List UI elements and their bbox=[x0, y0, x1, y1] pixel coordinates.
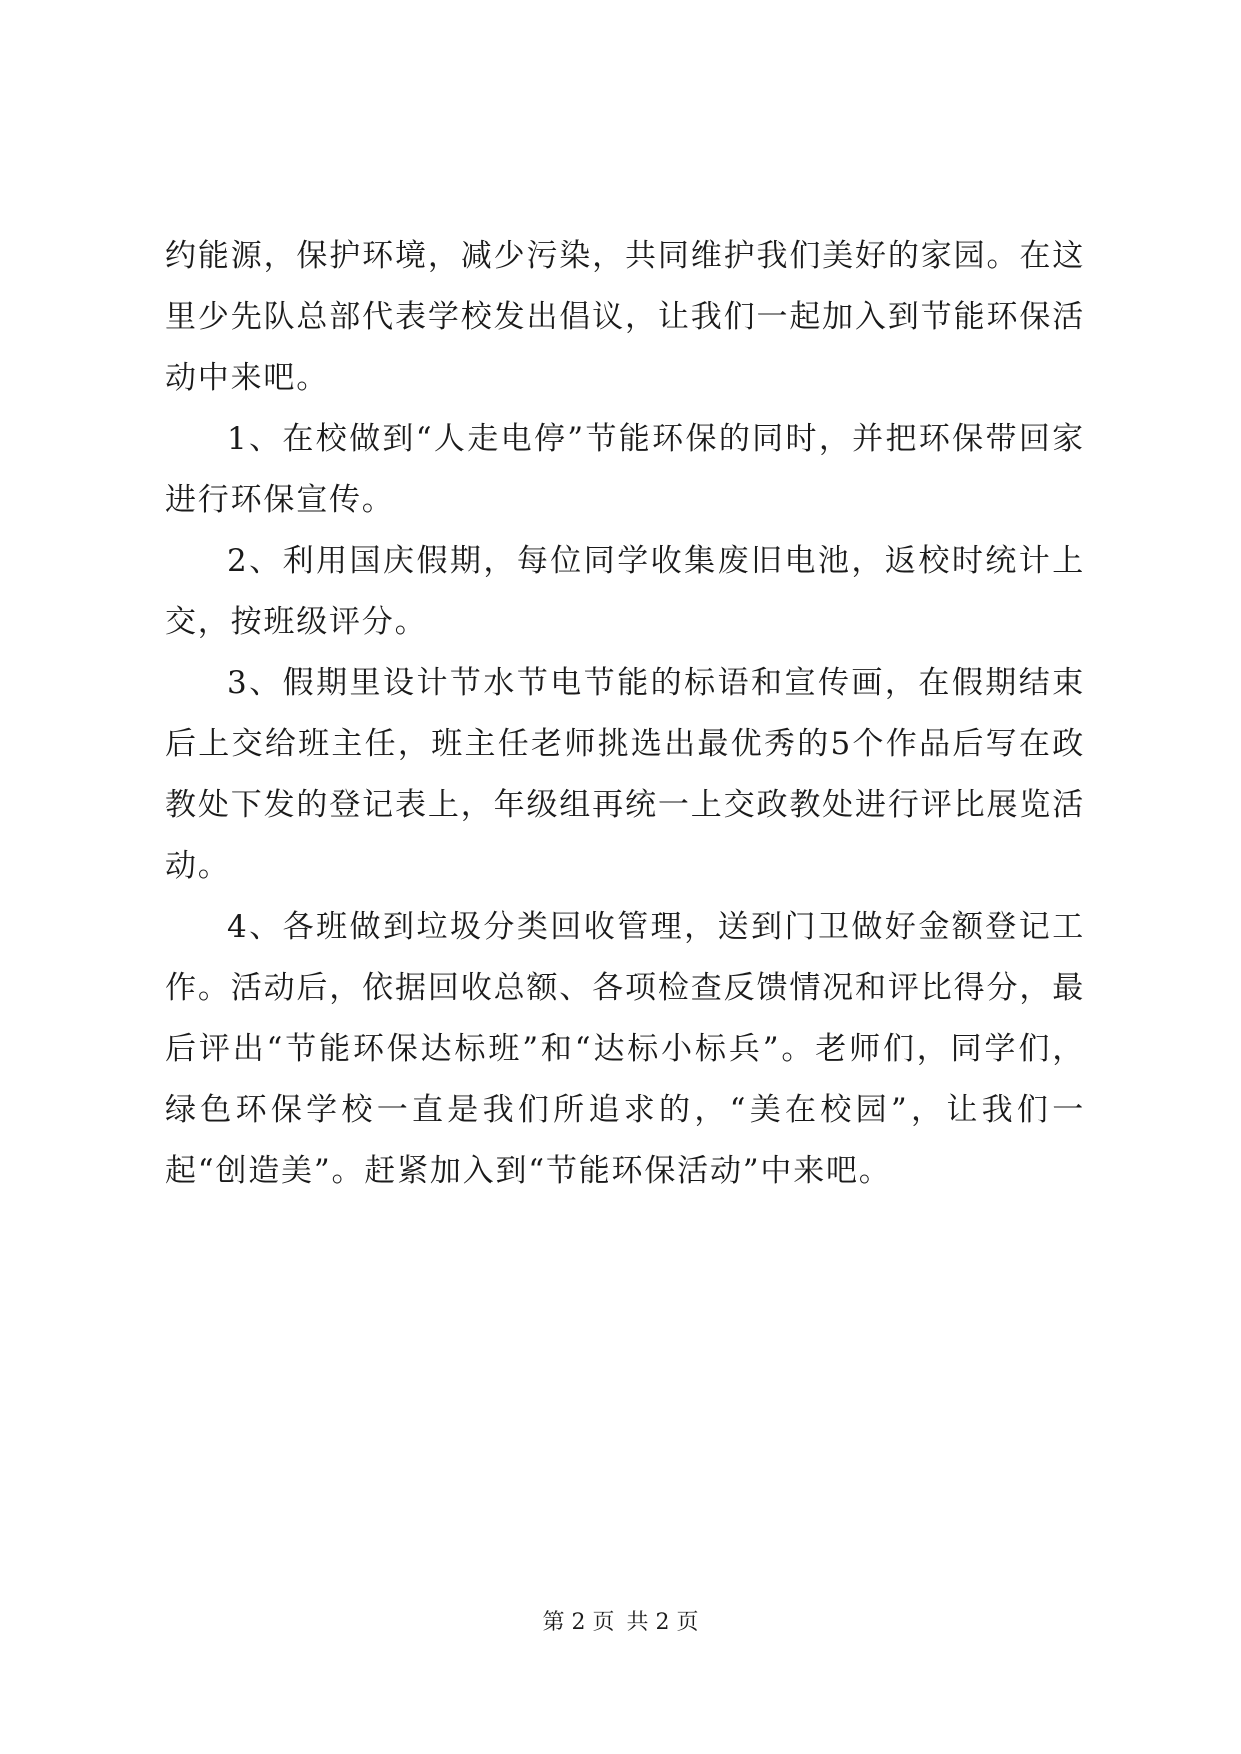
paragraph-item-1: 1、在校做到“人走电停”节能环保的同时，并把环保带回家进行环保宣传。 bbox=[165, 421, 1085, 518]
page-footer bbox=[0, 1608, 1241, 1638]
document-body bbox=[165, 226, 1085, 1202]
paragraph-item-4: 4、各班做到垃圾分类回收管理，送到门卫做好金额登记工作。活动后，依据回收总额、各项检查反馈情况和评比得分，最后评出“节能环保达标班”和“达标小标兵”。老师们，同学们，绿色环保学校一直是我们所追求的，“美在校园”，让我们一起“创造美”。赶紧加入到“节能环保活动”中来吧。 bbox=[165, 909, 1085, 1189]
paragraph-item-3: 3、假期里设计节水节电节能的标语和宣传画，在假期结束后上交给班主任，班主任老师挑选出最优秀的5个作品后写在政教处下发的登记表上，年级组再统一上交政教处进行评比展览活动。 bbox=[165, 665, 1085, 884]
page-number-total: 共 2 页 bbox=[626, 1610, 699, 1635]
page-number-current: 第 2 页 bbox=[542, 1610, 615, 1635]
paragraph-intro: 约能源，保护环境，减少污染，共同维护我们美好的家园。在这里少先队总部代表学校发出倡议，让我们一起加入到节能环保活动中来吧。 bbox=[165, 238, 1085, 396]
paragraph-item-2: 2、利用国庆假期，每位同学收集废旧电池，返校时统计上交，按班级评分。 bbox=[165, 543, 1085, 640]
